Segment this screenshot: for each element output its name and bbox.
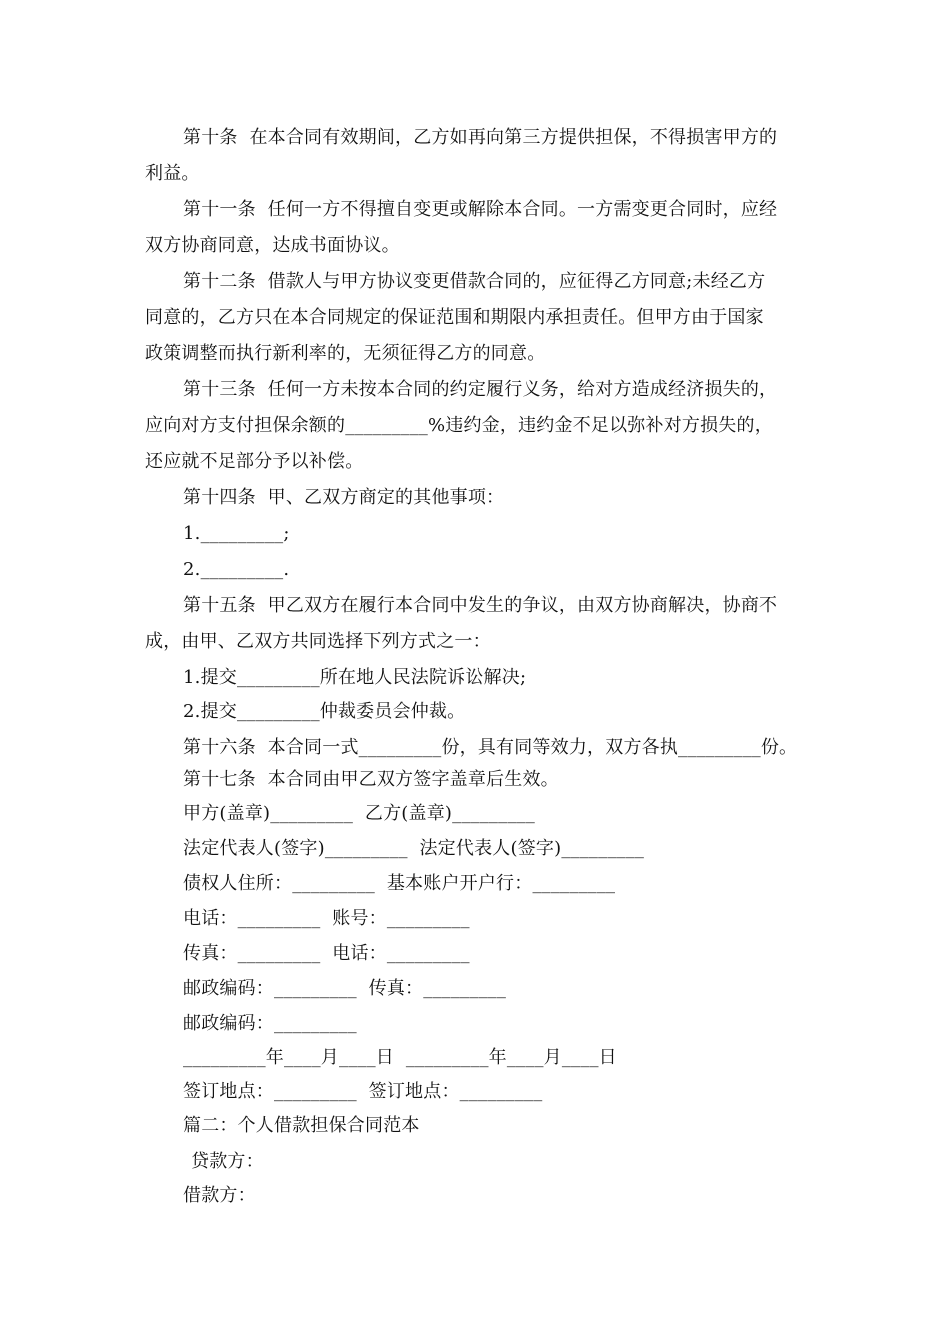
article-14-heading: 第十四条 甲、乙双方商定的其他事项： <box>183 487 505 508</box>
article-11-line-1: 第十一条 任何一方不得擅自变更或解除本合同。一方需变更合同时，应经 <box>183 199 778 220</box>
article-13-line-1: 第十三条 任何一方未按本合同的约定履行义务，给对方造成经济损失的， <box>183 379 778 400</box>
article-15-option-2: 2.提交_________仲裁委员会仲裁。 <box>183 701 466 722</box>
postcode-fax-line: 邮政编码：_________ 传真：_________ <box>183 978 507 999</box>
lender-line: 贷款方： <box>191 1151 264 1172</box>
article-10-line-1: 第十条 在本合同有效期间，乙方如再向第三方提供担保，不得损害甲方的 <box>183 127 778 148</box>
article-14-item-2: 2._________. <box>183 559 290 580</box>
article-16-line: 第十六条 本合同一式_________份，具有同等效力，双方各执_________份。 <box>183 737 798 758</box>
article-15-line-1: 第十五条 甲乙双方在履行本合同中发生的争议，由双方协商解决，协商不 <box>183 595 778 616</box>
article-13-line-3: 还应就不足部分予以补偿。 <box>145 451 364 472</box>
borrower-line: 借款方： <box>183 1185 256 1206</box>
article-10-line-2: 利益。 <box>145 163 200 184</box>
article-17-line: 第十七条 本合同由甲乙双方签字盖章后生效。 <box>183 769 559 790</box>
section-title: 篇二：个人借款担保合同范本 <box>183 1115 420 1136</box>
article-12-line-3: 政策调整而执行新利率的，无须征得乙方的同意。 <box>145 343 546 364</box>
fax-phone-line: 传真：_________ 电话：_________ <box>183 943 470 964</box>
signature-seal-line: 甲方(盖章)_________ 乙方(盖章)_________ <box>183 803 535 824</box>
article-13-line-2: 应向对方支付担保余额的_________%违约金，违约金不足以弥补对方损失的， <box>145 415 773 436</box>
article-15-line-2: 成，由甲、乙双方共同选择下列方式之一： <box>145 631 491 652</box>
article-15-option-1: 1.提交_________所在地人民法院诉讼解决; <box>183 667 527 688</box>
signing-place-line: 签订地点：_________ 签订地点：_________ <box>183 1081 543 1102</box>
phone-account-line: 电话：_________ 账号：_________ <box>183 908 470 929</box>
article-12-line-2: 同意的，乙方只在本合同规定的保证范围和期限内承担责任。但甲方由于国家 <box>145 307 764 328</box>
article-11-line-2: 双方协商同意，达成书面协议。 <box>145 235 400 256</box>
legal-representative-line: 法定代表人(签字)_________ 法定代表人(签字)_________ <box>183 838 645 859</box>
address-bank-line: 债权人住所：_________ 基本账户开户行：_________ <box>183 873 616 894</box>
date-line: _________年____月____日 _________年____月____日 <box>183 1047 617 1068</box>
article-14-item-1: 1._________; <box>183 523 290 544</box>
article-12-line-1: 第十二条 借款人与甲方协议变更借款合同的，应征得乙方同意;未经乙方 <box>183 271 766 292</box>
postcode-line: 邮政编码：_________ <box>183 1013 357 1034</box>
